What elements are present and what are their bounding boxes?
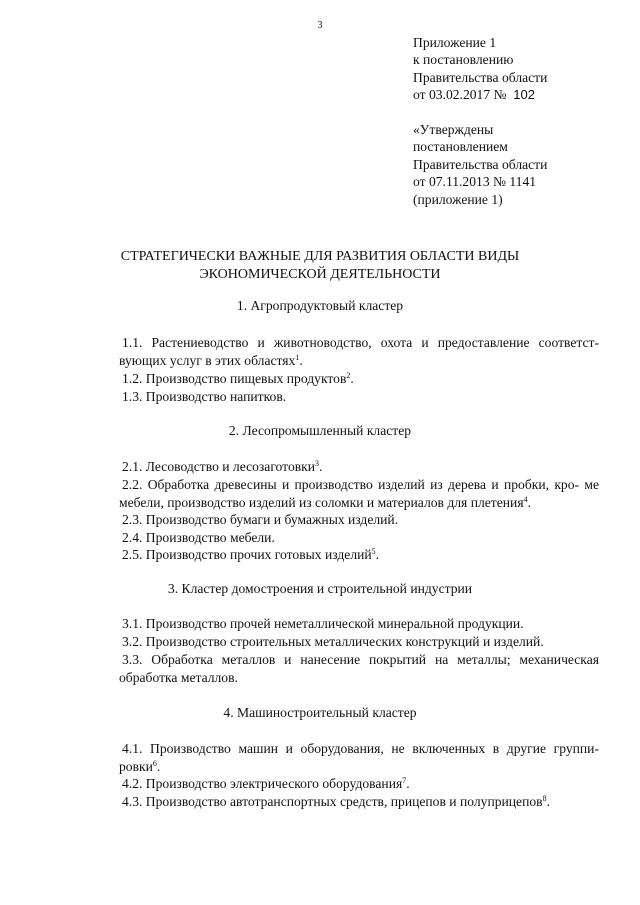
list-item: 3.3. Обработка металлов и нанесение покрытий на металлы; механическая обработка металлов. xyxy=(119,652,599,685)
appendix-block xyxy=(413,34,547,104)
section-heading: 2. Лесопромышленный кластер xyxy=(228,423,412,438)
approval-line: «Утверждены xyxy=(413,122,494,137)
appendix-date-prefix: от 03.02.2017 № xyxy=(413,87,507,103)
list-item: 4.3. Производство автотранспортных средств, прицепов и полуприцепов$^8$. xyxy=(122,794,550,809)
list-item: 2.1. Лесоводство и лесозаготовки$^3$. xyxy=(122,459,323,474)
list-item: 2.3. Производство бумаги и бумажных изделий. xyxy=(122,512,399,527)
approval-line: от 07.11.2013 № 1141 xyxy=(413,174,537,190)
list-item: 4.1. Производство машин и оборудования, не включенных в другие группи- ровки$^6$. xyxy=(119,741,599,774)
footnote-ref: 4 xyxy=(523,494,528,504)
list-item: 1.3. Производство напитков. xyxy=(122,389,287,404)
list-item: 2.4. Производство мебели. xyxy=(122,530,275,545)
appendix-date xyxy=(413,86,547,103)
footnote-ref: 7 xyxy=(402,776,407,785)
list-item: 3.1. Производство прочей неметаллической минеральной продукции. xyxy=(122,616,524,631)
footnote-ref: 3 xyxy=(315,459,320,468)
approval-line: (приложение 1) xyxy=(413,191,503,207)
appendix-line: Правительства области xyxy=(413,69,548,85)
approval-block xyxy=(413,121,547,208)
list-item: 2.2. Обработка древесины и производство изделий из дерева и пробки, кро- ме мебели, производство изделий из соломки и материалов для плетения$^4$. xyxy=(119,477,599,510)
appendix-line: к постановлению xyxy=(413,52,514,68)
document-title-line: ЭКОНОМИЧЕСКОЙ ДЕЯТЕЛЬНОСТИ xyxy=(199,266,441,282)
appendix-line: Приложение 1 xyxy=(413,35,497,50)
list-item: 2.5. Производство прочих готовых изделий$^5$. xyxy=(122,547,380,562)
footnote-ref: 1 xyxy=(295,352,300,362)
list-item: 1.2. Производство пищевых продуктов$^2$. xyxy=(122,371,354,386)
footnote-ref: 6 xyxy=(152,758,157,768)
document-title-line: СТРАТЕГИЧЕСКИ ВАЖНЫЕ ДЛЯ РАЗВИТИЯ ОБЛАСТИ ВИДЫ xyxy=(120,249,520,264)
approval-line: постановлением xyxy=(413,139,508,155)
document-title xyxy=(0,248,640,283)
section-heading: 1. Агропродуктовый кластер xyxy=(236,298,404,313)
footnote-ref: 8 xyxy=(542,794,547,803)
list-item: 4.2. Производство электрического оборудования$^7$. xyxy=(122,776,410,791)
approval-line: Правительства области xyxy=(413,156,548,172)
footnote-ref: 2 xyxy=(346,371,351,380)
section-heading: 3. Кластер домостроения и строительной индустрии xyxy=(167,581,473,596)
list-item: 1.1. Растениеводство и животноводство, охота и предоставление соответст- вующих услуг в этих областях$^1$. xyxy=(119,335,599,368)
list-item: 3.2. Производство строительных металлических конструкций и изделий. xyxy=(122,634,544,649)
decree-number: 102 xyxy=(513,87,535,103)
footnote-ref: 5 xyxy=(371,547,376,556)
section-heading: 4. Машиностроительный кластер xyxy=(223,705,417,720)
page-number: 3 xyxy=(317,20,323,31)
